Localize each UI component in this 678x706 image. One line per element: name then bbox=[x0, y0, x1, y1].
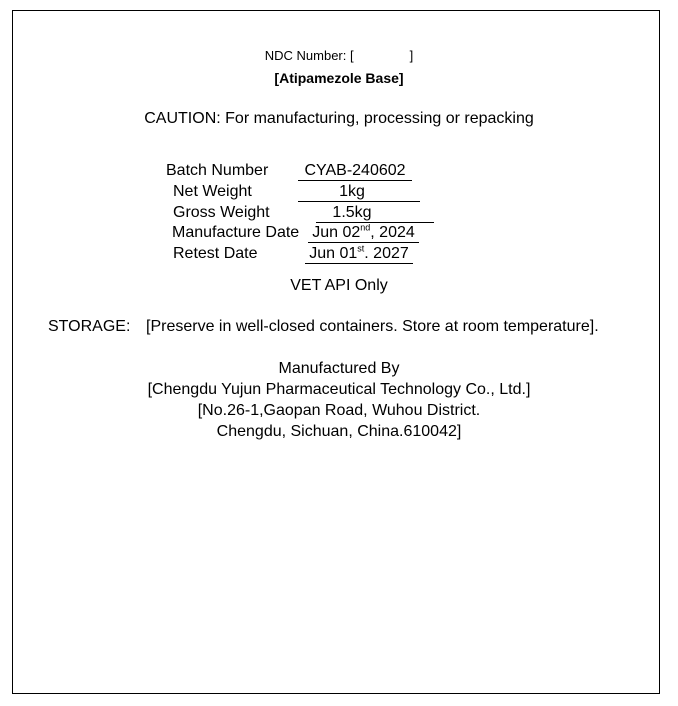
manufacture-date-year: , 2024 bbox=[370, 224, 415, 241]
manufacture-date-value bbox=[308, 224, 419, 243]
vet-note: VET API Only bbox=[290, 277, 388, 294]
storage-text: [Preserve in well-closed containers. Store at room temperature]. bbox=[146, 318, 599, 335]
manufacture-date-label: Manufacture Date bbox=[172, 224, 300, 241]
manufacturer-address-line1: [No.26-1,Gaopan Road, Wuhou District. bbox=[197, 402, 481, 419]
product-name: [Atipamezole Base] bbox=[274, 70, 404, 86]
storage-label: STORAGE: bbox=[48, 318, 131, 335]
retest-date-day: Jun 01 bbox=[309, 245, 358, 262]
gross-weight-value bbox=[316, 204, 434, 223]
manufacturer-name: [Chengdu Yujun Pharmaceutical Technology Co., Ltd.] bbox=[147, 381, 531, 398]
retest-date-label: Retest Date bbox=[173, 245, 258, 262]
retest-date-year: . 2027 bbox=[364, 245, 409, 262]
net-weight-label: Net Weight bbox=[173, 183, 252, 200]
manufacturer-title: Manufactured By bbox=[278, 360, 400, 377]
ndc-label: NDC Number: [ bbox=[264, 48, 354, 63]
retest-date-value bbox=[305, 245, 413, 264]
manufacture-date-suffix: nd bbox=[360, 222, 371, 233]
retest-date-suffix: st bbox=[357, 243, 365, 254]
ndc-close: ] bbox=[409, 48, 414, 63]
gross-weight-label: Gross Weight bbox=[173, 204, 270, 221]
batch-number-value: CYAB-240602 bbox=[298, 162, 412, 181]
ndc-number-line bbox=[0, 48, 678, 63]
manufacture-date-day: Jun 02 bbox=[312, 224, 361, 241]
net-weight-text: 1kg bbox=[339, 183, 365, 200]
manufacturer-address-line2: Chengdu, Sichuan, China.610042] bbox=[216, 423, 462, 440]
caution-text: CAUTION: For manufacturing, processing or repacking bbox=[144, 110, 534, 127]
net-weight-value bbox=[298, 183, 420, 202]
gross-weight-text: 1.5kg bbox=[332, 204, 372, 221]
batch-number-label: Batch Number bbox=[166, 162, 269, 179]
